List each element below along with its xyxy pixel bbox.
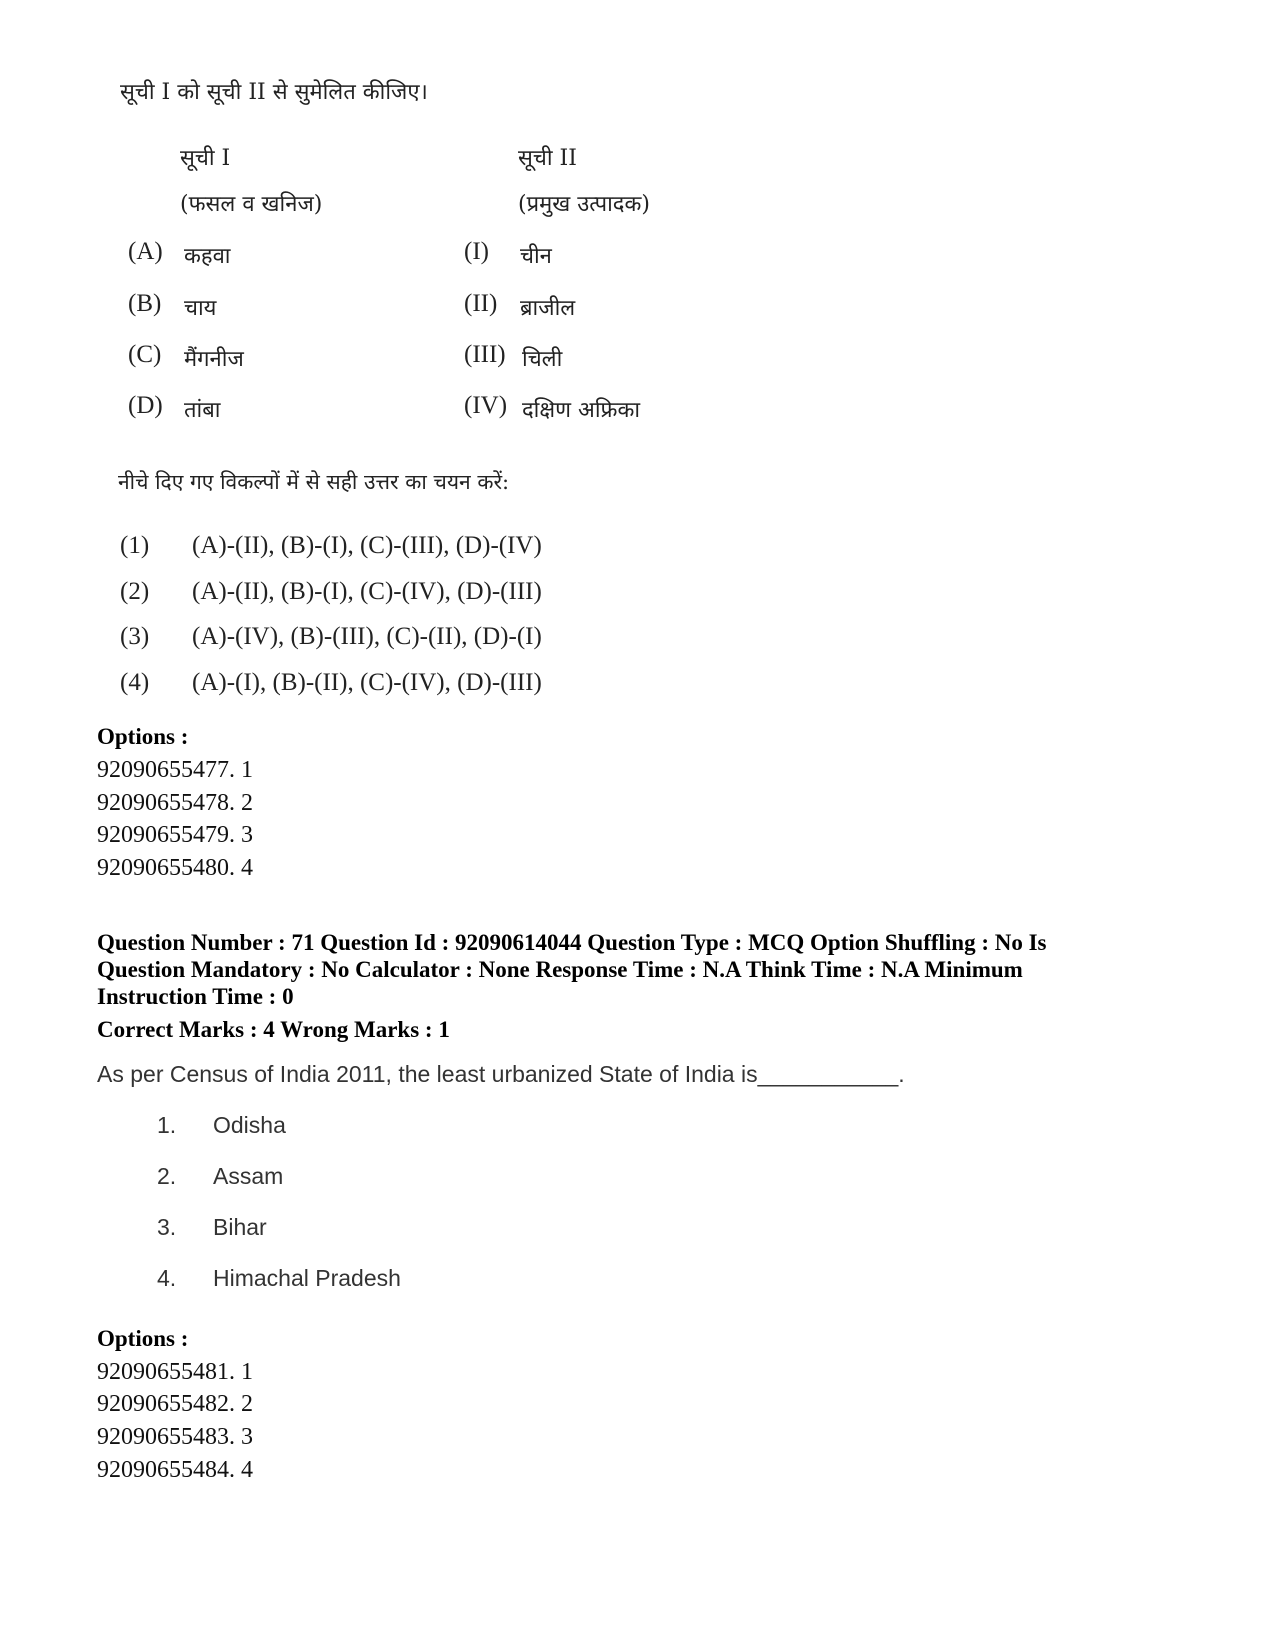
row-b-item: चाय xyxy=(184,296,217,321)
q70-choice-text: (A)-(II), (B)-(I), (C)-(IV), (D)-(III) xyxy=(192,578,542,605)
q71-option-id: 92090655484. 4 xyxy=(97,1457,253,1483)
q71-option-id: 92090655481. 1 xyxy=(97,1359,253,1385)
list1-heading: सूची I xyxy=(180,146,231,171)
q71-choice-text: Bihar xyxy=(213,1214,267,1240)
row-ii-label: (II) xyxy=(464,290,498,317)
row-c-item: मैंगनीज xyxy=(184,347,244,372)
list2-subheading: (प्रमुख उत्पादक) xyxy=(518,192,650,217)
q71-options-label: Options : xyxy=(97,1326,189,1351)
q70-choice-text: (A)-(IV), (B)-(III), (C)-(II), (D)-(I) xyxy=(192,623,542,650)
q70-options-label: Options : xyxy=(97,724,189,749)
list2-heading: सूची II xyxy=(518,146,577,171)
q71-header-line2: Question Mandatory : No Calculator : None Response Time : N.A Think Time : N.A Minimum xyxy=(97,957,1023,982)
row-b-label: (B) xyxy=(128,290,162,317)
list1-subheading: (फसल व खनिज) xyxy=(180,192,323,217)
q71-choice-text: Odisha xyxy=(213,1112,286,1138)
q71-header-line1: Question Number : 71 Question Id : 92090614044 Question Type : MCQ Option Shuffling : No Is xyxy=(97,930,1047,955)
q70-choice-num: (2) xyxy=(120,578,150,605)
q71-choice-text: Assam xyxy=(213,1163,284,1189)
q70-option-id: 92090655479. 3 xyxy=(97,822,253,848)
q71-header-line3: Instruction Time : 0 xyxy=(97,984,294,1009)
row-iv-label: (IV) xyxy=(464,392,508,419)
row-a-item: कहवा xyxy=(184,244,231,269)
q70-choice-text: (A)-(I), (B)-(II), (C)-(IV), (D)-(III) xyxy=(192,669,542,696)
row-ii-item: ब्राजील xyxy=(520,296,576,321)
q70-choose-text: नीचे दिए गए विकल्पों में से सही उत्तर का चयन करें: xyxy=(118,470,510,494)
q70-option-id: 92090655480. 4 xyxy=(97,855,253,881)
row-a-label: (A) xyxy=(128,238,163,265)
q71-choice-num: 2. xyxy=(157,1163,177,1189)
q71-option-id: 92090655482. 2 xyxy=(97,1391,253,1417)
row-d-item: तांबा xyxy=(184,398,221,423)
q70-choice-num: (1) xyxy=(120,532,150,559)
q70-choice-text: (A)-(II), (B)-(I), (C)-(III), (D)-(IV) xyxy=(192,532,542,559)
row-c-label: (C) xyxy=(128,341,162,368)
q71-choice-num: 4. xyxy=(157,1265,177,1291)
q71-choice-num: 1. xyxy=(157,1112,177,1138)
row-iii-label: (III) xyxy=(464,341,506,368)
row-i-item: चीन xyxy=(520,244,552,269)
row-iii-item: चिली xyxy=(522,347,563,372)
q70-choice-num: (4) xyxy=(120,669,150,696)
row-iv-item: दक्षिण अफ्रिका xyxy=(522,398,641,423)
q71-question-text: As per Census of India 2011, the least urbanized State of India is___________. xyxy=(97,1061,905,1087)
q70-choice-num: (3) xyxy=(120,623,150,650)
q71-marks: Correct Marks : 4 Wrong Marks : 1 xyxy=(97,1017,450,1042)
q70-option-id: 92090655478. 2 xyxy=(97,790,253,816)
q70-instruction: सूची I को सूची II से सुमेलित कीजिए। xyxy=(120,80,428,105)
row-d-label: (D) xyxy=(128,392,163,419)
q71-option-id: 92090655483. 3 xyxy=(97,1424,253,1450)
q70-option-id: 92090655477. 1 xyxy=(97,757,253,783)
q71-choice-num: 3. xyxy=(157,1214,177,1240)
row-i-label: (I) xyxy=(464,238,489,265)
q71-choice-text: Himachal Pradesh xyxy=(213,1265,401,1291)
